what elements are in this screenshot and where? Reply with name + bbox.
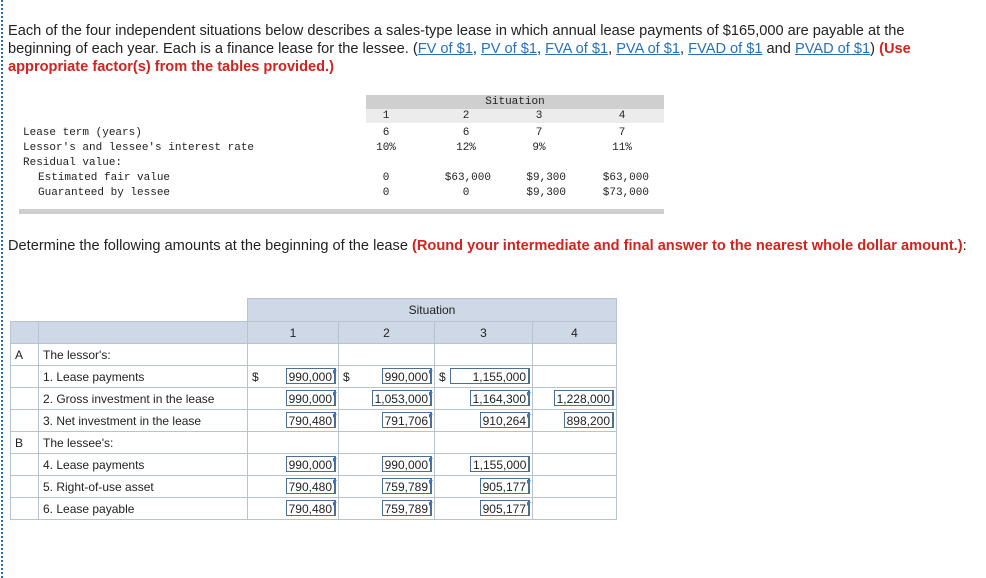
table-row: 1. Lease payments $ 990,000 $ 990,000 $ 1,155,000	[11, 366, 617, 388]
answer-input[interactable]: 790,480	[286, 500, 336, 516]
section-b-label: The lessee's:	[39, 432, 248, 454]
table-row: 6. Lease payable 790,480 759,789 905,177	[11, 498, 617, 520]
row-guaranteed-by-lessee: Guaranteed by lessee 0 0 $9,300 $73,000	[38, 187, 649, 199]
answer-table	[10, 298, 617, 520]
table-row: 3. Net investment in the lease 790,480 791,706 910,264 898,200	[11, 410, 617, 432]
answer-input[interactable]: 1,155,000	[450, 368, 530, 384]
intro-text: Each of the four independent situations below describes a sales-type lease in which annual lease payments of $165,000 are payable at the beginning of each year. Each is a finance lease for the lessee. (	[8, 23, 905, 57]
answer-input[interactable]: 990,000	[382, 368, 432, 384]
section-a-letter: A	[11, 344, 39, 366]
row-estimated-fair-value: Estimated fair value 0 $63,000 $9,300 $63,000	[38, 172, 649, 184]
answer-input[interactable]: 990,000	[382, 456, 432, 472]
fv-link[interactable]: FV of $1	[417, 41, 473, 57]
answer-input[interactable]: 990,000	[286, 390, 336, 406]
answer-input[interactable]: 990,000	[286, 456, 336, 472]
answer-col-3: 3	[435, 322, 533, 344]
rounding-note: (Round your intermediate and final answer to the nearest whole dollar amount.)	[412, 238, 963, 254]
answer-input[interactable]: 791,706	[382, 412, 432, 428]
answer-input[interactable]: 790,480	[286, 412, 336, 428]
pvad-link[interactable]: PVAD of $1	[794, 41, 871, 57]
answer-input[interactable]: 759,789	[382, 500, 432, 516]
answer-situation-header: Situation	[248, 299, 617, 322]
answer-col-4: 4	[533, 322, 617, 344]
row-lease-term: Lease term (years) 6 6 7 7	[23, 127, 626, 139]
factor-instruction: (Use appropriate factor(s) from the tables provided.)	[8, 41, 911, 75]
answer-input[interactable]: 990,000	[286, 368, 336, 384]
answer-input[interactable]: 905,177	[480, 478, 530, 494]
section-a-label: The lessor's:	[39, 344, 248, 366]
answer-input[interactable]: 898,200	[564, 412, 614, 428]
pv-link[interactable]: PV of $1	[480, 41, 537, 57]
situation-table-bottom-rule	[19, 209, 664, 214]
row-residual-value: Residual value:	[23, 157, 123, 169]
situation-column-headers: 1 2 3 4	[382, 110, 626, 122]
answer-input[interactable]: 1,053,000	[372, 390, 432, 406]
answer-input[interactable]: 1,155,000	[470, 456, 530, 472]
pva-link[interactable]: PVA of $1	[616, 41, 681, 57]
fvad-link[interactable]: FVAD of $1	[688, 41, 763, 57]
table-row: 4. Lease payments 990,000 990,000 1,155,000	[11, 454, 617, 476]
answer-input[interactable]: 790,480	[286, 478, 336, 494]
answer-input[interactable]: 905,177	[480, 500, 530, 516]
left-dotted-rule	[1, 0, 3, 578]
answer-col-1: 1	[248, 322, 339, 344]
problem-intro: Each of the four independent situations below describes a sales-type lease in which annual lease payments of $165,000 are payable at the beginning of each year. Each is a finance lease for the lessee. (FV of $1, PV of $1, FVA of $1, PVA of $1, FVAD of $1 and PVAD of $1) (Use appropriate factor(s) from the tables provided.)	[8, 23, 911, 75]
answer-input[interactable]: 1,228,000	[554, 390, 614, 406]
situation-header: Situation	[366, 95, 664, 109]
fva-link[interactable]: FVA of $1	[545, 41, 609, 57]
table-row: 5. Right-of-use asset 790,480 759,789 905,177	[11, 476, 617, 498]
answer-input[interactable]: 759,789	[382, 478, 432, 494]
determine-instruction: Determine the following amounts at the beginning of the lease (Round your intermediate and final answer to the nearest whole dollar amount.):	[8, 238, 967, 254]
section-b-letter: B	[11, 432, 39, 454]
answer-input[interactable]: 910,264	[480, 412, 530, 428]
answer-input[interactable]: 1,164,300	[470, 390, 530, 406]
answer-col-2: 2	[339, 322, 435, 344]
table-row: 2. Gross investment in the lease 990,000 1,053,000 1,164,300 1,228,000	[11, 388, 617, 410]
row-interest-rate: Lessor's and lessee's interest rate 10% 12% 9% 11%	[23, 142, 632, 154]
